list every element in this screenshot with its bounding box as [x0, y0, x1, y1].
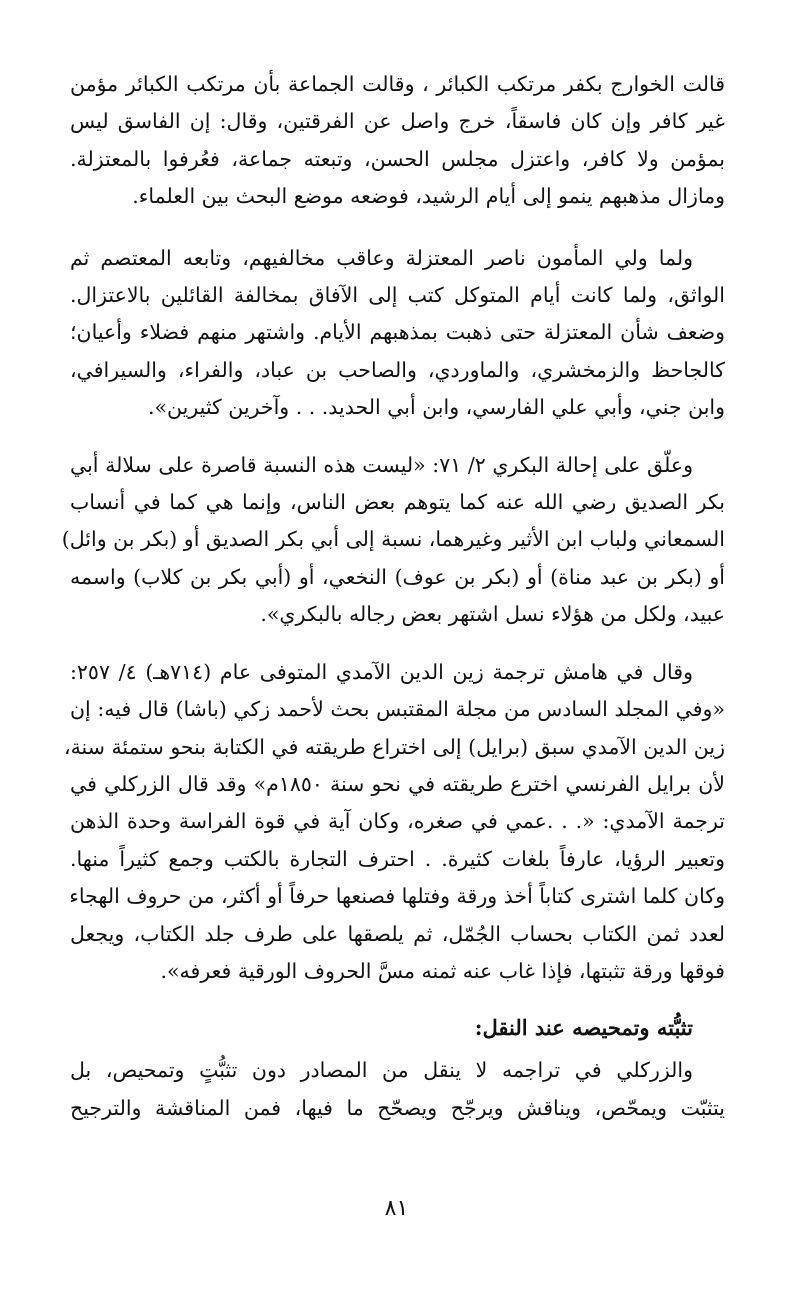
text-line: ترجمة الآمدي: «. . .عمي في صغره، وكان آية في قوة الفراسة وحدة الذهن — [70, 809, 725, 834]
text-line: وعلّق على إحالة البكري ٢/ ٧١: «ليست هذه النسبة قاصرة على سلالة أبي — [70, 452, 693, 477]
text-line: قالت الخوارج بكفر مرتكب الكبائر ، وقالت الجماعة بأن مرتكب الكبائر مؤمن — [70, 72, 725, 96]
text-line: لأن برايل الفرنسي اخترع طريقته في نحو سنة ١٨٥٠م» وقد قال الزركلي في — [70, 771, 725, 796]
page-body — [61, 60, 725, 1127]
text-line: زين الدين الآمدي سبق (برايل) إلى اختراع طريقته في الكتابة بنحو ستمئة سنة، — [63, 734, 725, 759]
text-line: ومازال مذهبهم ينمو إلى أيام الرشيد، فوضعه موضع البحث بين العلماء. — [132, 184, 725, 209]
text-line: وقال في هامش ترجمة زين الدين الآمدي المتوفى عام (٧١٤هـ) ٤/ ٢٥٧: — [70, 659, 693, 684]
text-line: السمعاني ولباب ابن الأثير وغيرهما، نسبة إلى أبي بكر الصديق أو (بكر بن وائل) — [61, 527, 725, 552]
paragraph-4 — [63, 654, 725, 991]
section-heading: تثبُّته وتمحيصه عند النقل: — [474, 1015, 693, 1041]
text-line: وكان كلما اشترى كتاباً أخذ ورقة وفتلها فصنعها حرفاً أو أكثر، من حروف الهجاء — [69, 884, 725, 909]
text-line: غير كافر وإن كان فاسقاً، خرج واصل عن الفرقتين، وقال: إن الفاسق ليس — [70, 109, 725, 134]
text-line: بمؤمن ولا كافر، واعتزل مجلس الحسن، وتبعته جماعة، فعُرفوا بالمعتزلة. — [70, 146, 725, 171]
paragraph-1 — [70, 66, 725, 216]
text-line: لعدد ثمن الكتاب بحساب الجُمّل، ثم يلصقها على طرف جلد الكتاب، ويجعل — [70, 921, 725, 946]
text-line: فوقها ورقة تثبتها، فإذا غاب عنه ثمنه مسَّ الحروف الورقية فعرفه». — [160, 958, 725, 983]
text-line: أو (بكر بن عبد مناة) أو (بكر بن عوف) النخعي، أو (أبي بكر بن كلاب) واسمه — [70, 564, 725, 589]
text-line: كالجاحظ والزمخشري، والماوردي، والصاحب بن عباد، والفراء، والسيرافي، — [70, 357, 725, 382]
paragraph-3 — [61, 447, 725, 634]
text-line: ولما ولي المأمون ناصر المعتزلة وعاقب مخالفيهم، وتابعه المعتصم ثم — [70, 245, 693, 270]
paragraph-2 — [70, 240, 725, 427]
text-line: والزركلي في تراجمه لا ينقل من المصادر دون تثبُّتٍ وتمحيص، بل — [70, 1058, 693, 1083]
text-line: وتعبير الرؤيا، عارفاً بلغات كثيرة. . احترف التجارة بالكتب وجمع كثيراً منها. — [70, 846, 725, 871]
text-line: عبيد، ولكل من هؤلاء نسل اشتهر بعض رجاله بالبكري». — [260, 602, 725, 627]
text-line: «وفي المجلد السادس من مجلة المقتبس بحث لأحمد زكي (باشا) قال فيه: إن — [70, 697, 725, 722]
text-line: وضعف شأن المعتزلة حتى ذهبت بمذهبهم الأيام. واشتهر منهم فضلاء وأعيان؛ — [70, 320, 725, 345]
text-line: الواثق، ولما كانت أيام المتوكل كتب إلى الآفاق بمخالفة القائلين بالاعتزال. — [70, 283, 725, 308]
page-number: ٨١ — [384, 1196, 409, 1221]
text-line: وابن جني، وأبي علي الفارسي، وابن أبي الحديد. . . وآخرين كثيرين». — [147, 395, 725, 420]
text-line: بكر الصديق رضي الله عنه كما يتوهم بعض الناس، وإنما هي كما في أنساب — [70, 490, 725, 515]
paragraph-5 — [70, 1052, 725, 1127]
text-line: يتثبّت ويمحّص، ويناقش ويرجّح ويصحّح ما فيها، فمن المناقشة والترجيح — [70, 1095, 725, 1120]
